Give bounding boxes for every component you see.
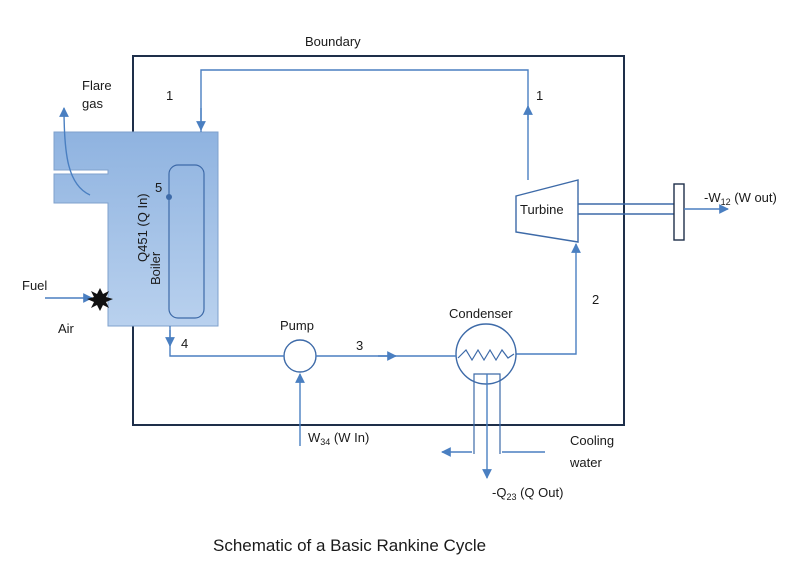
work-out-subscript: 12 [720,197,731,207]
diagram-caption: Schematic of a Basic Rankine Cycle [213,536,487,555]
work-in-prefix: W [308,430,321,445]
state-3-label: 3 [356,338,364,353]
air-label: Air [58,321,74,336]
heat-out-subscript: 23 [506,492,517,502]
state-5-label: 5 [155,180,163,195]
flare-gas-label-line2: gas [82,96,103,111]
condenser-body [456,324,516,384]
work-out-label [704,190,777,207]
boundary-label: Boundary [305,34,361,49]
boiler-label: Boiler [148,251,163,285]
turbine [516,180,684,242]
condenser [449,306,516,454]
pump-body [284,340,316,372]
state-5-point [166,194,172,200]
boiler [54,132,218,326]
work-out-prefix: -W [704,190,721,205]
heat-out-label [492,485,563,502]
heat-out-suffix: (Q Out) [516,485,564,500]
state-1-right-label: 1 [536,88,544,103]
heat-out-prefix: -Q [492,485,507,500]
flare-gas-label-line1: Flare [82,78,112,93]
cooling-water-label-line1: Cooling [570,433,615,448]
condenser-label: Condenser [449,306,513,321]
state-1-left-label: 1 [166,88,174,103]
steam-line-1 [201,70,528,180]
boiler-heat-label: Q451 (Q In) [135,193,150,262]
state-4-label: 4 [181,336,189,351]
generator-coupling [674,184,684,240]
cooling-water-label-line2: water [570,455,602,470]
work-in-suffix: (W In) [330,430,370,445]
turbine-label: Turbine [520,202,564,217]
fuel-label: Fuel [22,278,48,293]
pump-label: Pump [280,318,314,333]
state-2-label: 2 [592,292,600,307]
work-in-subscript: 34 [320,437,331,447]
work-in-label [308,430,369,447]
line-2 [516,244,576,354]
work-out-suffix: (W out) [730,190,777,205]
pump [280,318,316,372]
